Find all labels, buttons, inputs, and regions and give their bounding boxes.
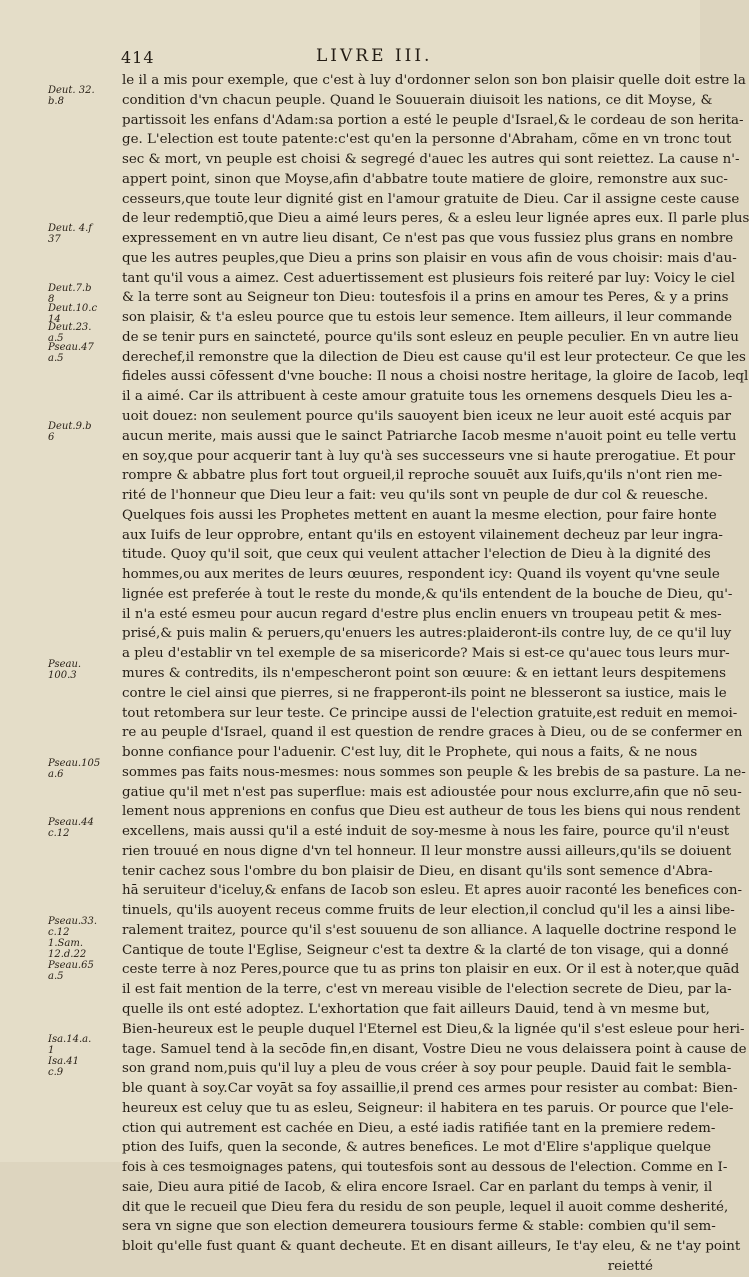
- text-line: rompre & abbatre plus fort tout orgueil,il reproche souuēt aux Iuifs,qu'ils n'ont rien me-: [122, 468, 723, 484]
- text-line: heureux est celuy que tu as esleu, Seigneur: il habitera en tes paruis. Or pource que l'ele-: [122, 1100, 734, 1116]
- text-line: expressement en vn autre lieu disant, Ce n'est pas que vous fussiez plus grans en nombre: [122, 231, 734, 247]
- text-line: ction qui autrement est cachée en Dieu, a esté iadis ratifiée tant en la premiere redem-: [122, 1120, 716, 1136]
- margin-reference: Pseau. 100.3: [48, 658, 82, 681]
- margin-reference: Deut.7.b 8: [48, 282, 92, 305]
- margin-reference: Deut.9.b 6: [48, 421, 92, 444]
- text-line: que les autres peuples,que Dieu a prins son plaisir en vous afin de vous choisir: mais d'au-: [122, 250, 737, 266]
- text-line: appert point, sinon que Moyse,afin d'abbatre toute matiere de gloire, remonstre aux suc-: [122, 171, 728, 187]
- text-line: saie, Dieu aura pitié de Iacob, & elira encore Israel. Car en parlant du temps à venir, il: [122, 1179, 713, 1195]
- text-line: aux Iuifs de leur opprobre, entant qu'ils en estoyent vilainement decheuz par leur ingra-: [122, 527, 723, 543]
- text-line: mures & contredits, ils n'empescheront point son œuure: & en iettant leurs despitemens: [122, 665, 727, 681]
- text-line: en soy,que pour acquerir tant à luy qu'à ses successeurs vne si haute prerogatiue. Et pour: [122, 448, 736, 464]
- text-line: ption des Iuifs, quen la seconde, & autres benefices. Le mot d'Elire s'applique quelque: [122, 1140, 712, 1156]
- text-line: Cantique de toute l'Eglise, Seigneur c'est ta dextre & la clarté de ton visage, qui a donné: [122, 942, 729, 958]
- text-line: hā seruiteur d'iceluy,& enfans de Iacob son esleu. Et apres auoir raconté les benefices con-: [122, 883, 742, 899]
- text-line: il a aimé. Car ils attribuent à ceste amour gratuite tous les ornemens desquels Dieu les a-: [122, 389, 733, 405]
- text-line: aucun merite, mais aussi que le sainct Patriarche Iacob mesme n'auoit point eu telle vertu: [122, 428, 737, 444]
- text-line: dit que le recueil que Dieu fera du residu de son peuple, lequel il auoit comme desherité,: [122, 1199, 729, 1215]
- text-line: rité de l'honneur que Dieu leur a fait: veu qu'ils sont vn peuple de dur col & reuesche.: [122, 488, 709, 504]
- text-line: fois à ces tesmoignages patens, qui toutesfois sont au dessous de l'election. Comme en I-: [122, 1160, 728, 1176]
- margin-reference: Deut. 32. b.8: [48, 85, 95, 107]
- text-line: son grand nom,puis qu'il luy a pleu de vous créer à soy pour peuple. Dauid fait le sembla-: [122, 1061, 732, 1077]
- text-line: partissoit les enfans d'Adam:sa portion a esté le peuple d'Israel,& le cordeau de son herita-: [122, 112, 744, 128]
- text-line: il n'a esté esmeu pour aucun regard d'estre plus enclin enuers vn troupeau petit & mes-: [122, 606, 722, 622]
- text-line: condition d'vn chacun peuple. Quand le Souuerain diuisoit les nations, ce dit Moyse, &: [122, 92, 713, 108]
- text-line: bloit qu'elle fust quant & quant decheute. Et en disant ailleurs, Ie t'ay eleu, & ne t'ay point: [122, 1239, 741, 1255]
- text-line: sec & mort, vn peuple est choisi & segregé d'auec les autres qui sont reiettez. La cause n'-: [122, 152, 740, 168]
- text-line: rien trouué en nous digne d'vn tel honneur. Il leur monstre aussi ailleurs,qu'ils se doiuent: [122, 843, 732, 859]
- margin-reference: Pseau.47 a.5: [48, 342, 94, 365]
- text-line: prisé,& puis malin & peruers,qu'enuers les autres:plaideront-ils contre luy, de ce qu'il luy: [122, 626, 732, 642]
- text-line: lement nous apprenions en confus que Dieu est autheur de tous les biens qui nous rendent: [122, 804, 741, 820]
- margin-reference: Isa.14.a. 1 Isa.41 c.9: [48, 1034, 92, 1079]
- text-line: son plaisir, & t'a esleu pource que tu estois leur semence. Item ailleurs, il leur commande: [122, 310, 733, 326]
- text-line: bonne confiance pour l'aduenir. C'est luy, dit le Prophete, qui nous a faits, & ne nous: [122, 745, 698, 761]
- page-number: 414: [121, 48, 155, 67]
- text-line: excellens, mais aussi qu'il a esté induit de soy-mesme à nous les faire, pource qu'il n'eust: [122, 824, 730, 840]
- margin-reference: Deut. 4.f 37: [48, 223, 92, 246]
- text-line: cesseurs,que toute leur dignité gist en l'amour gratuite de Dieu. Car il assigne ceste cause: [122, 191, 740, 207]
- text-line: uoit douez: non seulement pource qu'ils sauoyent bien iceux ne leur auoit esté acquis par: [122, 409, 731, 425]
- text-line: tout retombera sur leur teste. Ce principe aussi de l'election gratuite,est reduit en memoi-: [122, 705, 738, 721]
- margin-reference: Deut.10.c 14: [48, 302, 98, 325]
- text-line: tage. Samuel tend à la secōde fin,en disant, Vostre Dieu ne vous delaissera point à cause de: [122, 1041, 747, 1057]
- text-line: quelle ils ont esté adoptez. L'exhortation que fait ailleurs Dauid, tend à vn mesme but,: [122, 1001, 710, 1017]
- margin-reference: Pseau.44 c.12: [48, 816, 94, 839]
- text-line: hommes,ou aux merites de leurs œuures, respondent icy: Quand ils voyent qu'vne seule: [122, 567, 720, 583]
- body-text: [122, 71, 749, 1277]
- text-line: tenir cachez sous l'ombre du bon plaisir de Dieu, en disant qu'ils sont semence d'Abra-: [122, 863, 713, 879]
- margin-reference: Pseau.105 a.6: [48, 757, 101, 780]
- text-line: derechef,il remonstre que la dilection de Dieu est cause qu'il est leur protecteur. Ce que les: [122, 349, 746, 365]
- text-line: fideles aussi cōfessent d'vne bouche: Il nous a choisi nostre heritage, la gloire de Iacob, leql: [122, 369, 749, 385]
- text-line: lignée est preferée à tout le reste du monde,& qu'ils entendent de la bouche de Dieu, qu'-: [122, 586, 733, 602]
- catchword: reietté: [607, 1258, 653, 1274]
- text-line: Quelques fois aussi les Prophetes mettent en auant la mesme election, pour faire honte: [122, 507, 717, 523]
- text-line: & la terre sont au Seigneur ton Dieu: toutesfois il a prins en amour tes Peres, & y a prins: [122, 290, 729, 306]
- text-line: ceste terre à noz Peres,pource que tu as prins ton plaisir en eux. Or il est à noter,que quād: [122, 962, 740, 978]
- text-line: ble quant à soy.Car voyāt sa foy assaillie,il prend ces armes pour resister au combat: Bien-: [122, 1081, 738, 1097]
- margin-reference: Deut.23. a.5: [48, 322, 92, 345]
- text-line: contre le ciel ainsi que pierres, si ne frapperont-ils point ne blesseront sa iustice, mais le: [122, 685, 727, 701]
- text-line: sera vn signe que son election demeurera tousiours ferme & stable: combien qu'il sem-: [122, 1219, 716, 1235]
- text-line: de se tenir purs en saincteté, pource qu'ils sont esleuz en peuple peculier. En vn autre lieu: [122, 329, 739, 345]
- text-line: Bien-heureux est le peuple duquel l'Eternel est Dieu,& la lignée qu'il s'est esleue pour heri-: [122, 1021, 745, 1037]
- text-line: gatiue qu'il met n'est pas superflue: mais est adioustée pour nous exclurre,afin que nō seu-: [122, 784, 742, 800]
- text-line: de leur redemptiō,que Dieu a aimé leurs peres, & a esleu leur lignée apres eux. Il parle plus: [122, 211, 749, 227]
- text-line: le il a mis pour exemple, que c'est à luy d'ordonner selon son bon plaisir quelle doit estre la: [122, 73, 746, 88]
- running-title: LIVRE III.: [316, 46, 433, 66]
- margin-reference: Pseau.33. c.12 1.Sam. 12.d.22 Pseau.65 a.5: [48, 915, 97, 982]
- text-line: re au peuple d'Israel, quand il est question de rendre graces à Dieu, ou de se confermer en: [122, 725, 743, 741]
- text-line: ralement traitez, pource qu'il s'est souuenu de son alliance. A laquelle doctrine respond le: [122, 922, 737, 938]
- text-line: ge. L'election est toute patente:c'est qu'en la personne d'Abraham, cõme en vn tronc tout: [122, 132, 732, 148]
- text-line: tinuels, qu'ils auoyent receus comme fruits de leur election,il conclud qu'il les a ainsi libe-: [122, 903, 735, 919]
- text-line: sommes pas faits nous-mesmes: nous sommes son peuple & les brebis de sa pasture. La ne-: [122, 764, 746, 780]
- text-line: a pleu d'establir vn tel exemple de sa misericorde? Mais si est-ce qu'auec tous leurs mur-: [122, 646, 730, 662]
- text-line: il est fait mention de la terre, c'est vn mereau visible de l'election secrete de Dieu, par la-: [122, 982, 732, 998]
- text-line: titude. Quoy qu'il soit, que ceux qui veulent attacher l'election de Dieu à la dignité des: [122, 547, 711, 563]
- text-line: tant qu'il vous a aimez. Cest aduertissement est plusieurs fois reiteré par luy: Voicy le ciel: [122, 270, 735, 286]
